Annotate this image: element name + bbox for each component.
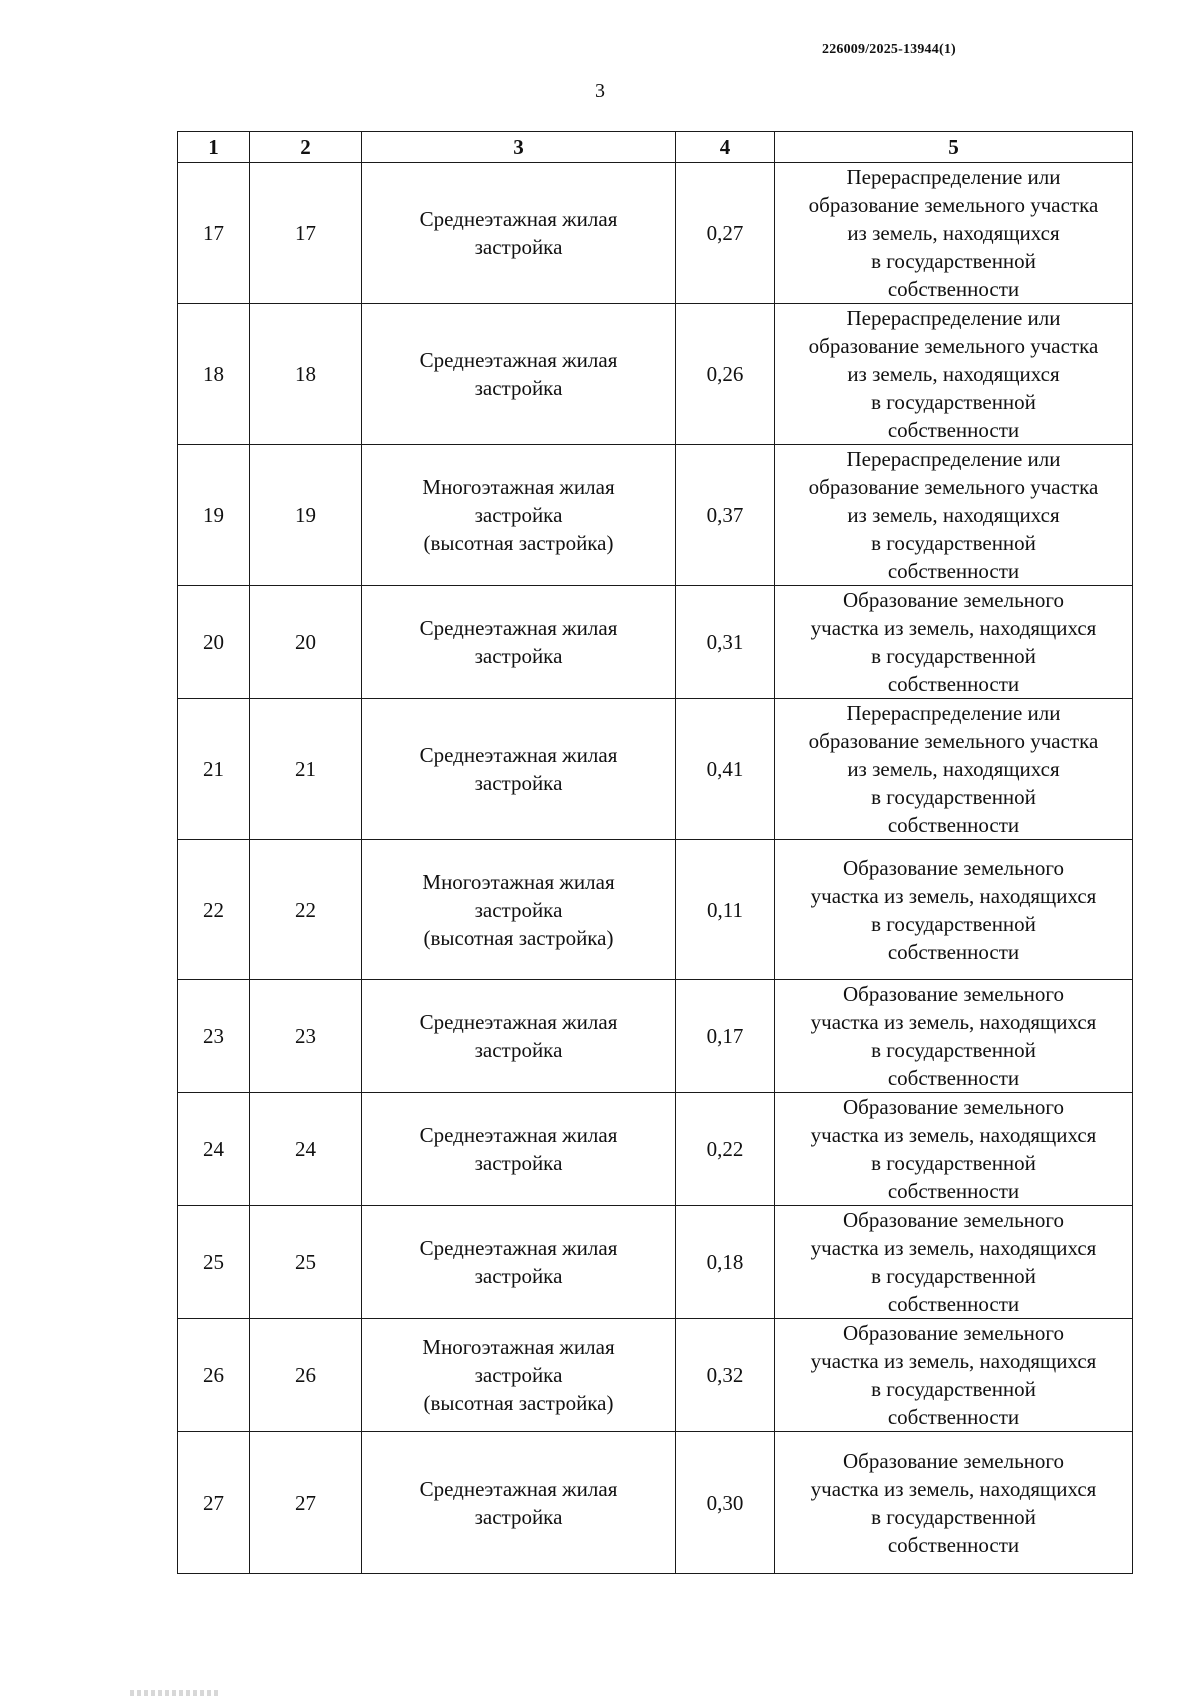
formation-method-cell: Образование земельного участка из земель, находящихся в государственной собственности (775, 586, 1133, 699)
formation-method-cell: Перераспределение или образование земельного участка из земель, находящихся в государственной собственности (775, 445, 1133, 586)
row-number-cell: 17 (178, 163, 250, 304)
row-number-cell: 22 (178, 840, 250, 980)
table-row (178, 1093, 1133, 1206)
row-number-cell: 18 (178, 304, 250, 445)
row-number-cell: 26 (178, 1319, 250, 1432)
plot-number-cell: 22 (250, 840, 362, 980)
row-number-cell: 25 (178, 1206, 250, 1319)
table-row (178, 1432, 1133, 1574)
zone-type-cell: Многоэтажная жилая застройка (высотная застройка) (362, 445, 676, 586)
table-row (178, 586, 1133, 699)
table-row (178, 1206, 1133, 1319)
scan-artifact (130, 1690, 220, 1696)
formation-method-cell: Образование земельного участка из земель, находящихся в государственной собственности (775, 1093, 1133, 1206)
zone-type-cell: Среднеэтажная жилая застройка (362, 699, 676, 840)
plot-number-cell: 19 (250, 445, 362, 586)
zone-type-cell: Среднеэтажная жилая застройка (362, 1432, 676, 1574)
area-cell: 0,26 (676, 304, 775, 445)
table-row (178, 840, 1133, 980)
row-number-cell: 23 (178, 980, 250, 1093)
plot-number-cell: 17 (250, 163, 362, 304)
page-number: 3 (595, 80, 605, 102)
zone-type-cell: Многоэтажная жилая застройка (высотная застройка) (362, 840, 676, 980)
column-header: 2 (250, 132, 362, 163)
area-cell: 0,30 (676, 1432, 775, 1574)
formation-method-cell: Образование земельного участка из земель, находящихся в государственной собственности (775, 1432, 1133, 1574)
document-number: 226009/2025-13944(1) (822, 42, 956, 57)
table-row (178, 699, 1133, 840)
table-row (178, 980, 1133, 1093)
plot-number-cell: 23 (250, 980, 362, 1093)
area-cell: 0,18 (676, 1206, 775, 1319)
area-cell: 0,22 (676, 1093, 775, 1206)
plot-number-cell: 18 (250, 304, 362, 445)
plot-number-cell: 27 (250, 1432, 362, 1574)
land-plot-table (177, 131, 1133, 1574)
formation-method-cell: Образование земельного участка из земель, находящихся в государственной собственности (775, 840, 1133, 980)
zone-type-cell: Многоэтажная жилая застройка (высотная застройка) (362, 1319, 676, 1432)
area-cell: 0,41 (676, 699, 775, 840)
table-row (178, 163, 1133, 304)
zone-type-cell: Среднеэтажная жилая застройка (362, 163, 676, 304)
plot-number-cell: 24 (250, 1093, 362, 1206)
column-header: 5 (775, 132, 1133, 163)
table-row (178, 1319, 1133, 1432)
row-number-cell: 21 (178, 699, 250, 840)
table-row (178, 304, 1133, 445)
area-cell: 0,32 (676, 1319, 775, 1432)
area-cell: 0,17 (676, 980, 775, 1093)
formation-method-cell: Перераспределение или образование земельного участка из земель, находящихся в государственной собственности (775, 163, 1133, 304)
area-cell: 0,37 (676, 445, 775, 586)
plot-number-cell: 26 (250, 1319, 362, 1432)
plot-number-cell: 25 (250, 1206, 362, 1319)
formation-method-cell: Образование земельного участка из земель, находящихся в государственной собственности (775, 980, 1133, 1093)
zone-type-cell: Среднеэтажная жилая застройка (362, 586, 676, 699)
plot-number-cell: 20 (250, 586, 362, 699)
row-number-cell: 19 (178, 445, 250, 586)
row-number-cell: 20 (178, 586, 250, 699)
area-cell: 0,31 (676, 586, 775, 699)
area-cell: 0,27 (676, 163, 775, 304)
formation-method-cell: Перераспределение или образование земельного участка из земель, находящихся в государственной собственности (775, 304, 1133, 445)
area-cell: 0,11 (676, 840, 775, 980)
column-header: 3 (362, 132, 676, 163)
zone-type-cell: Среднеэтажная жилая застройка (362, 980, 676, 1093)
plot-number-cell: 21 (250, 699, 362, 840)
formation-method-cell: Перераспределение или образование земельного участка из земель, находящихся в государственной собственности (775, 699, 1133, 840)
column-header: 1 (178, 132, 250, 163)
row-number-cell: 27 (178, 1432, 250, 1574)
table-row (178, 445, 1133, 586)
row-number-cell: 24 (178, 1093, 250, 1206)
table-header-row (178, 132, 1133, 163)
zone-type-cell: Среднеэтажная жилая застройка (362, 1206, 676, 1319)
zone-type-cell: Среднеэтажная жилая застройка (362, 1093, 676, 1206)
zone-type-cell: Среднеэтажная жилая застройка (362, 304, 676, 445)
table-body (178, 163, 1133, 1574)
column-header: 4 (676, 132, 775, 163)
formation-method-cell: Образование земельного участка из земель, находящихся в государственной собственности (775, 1319, 1133, 1432)
formation-method-cell: Образование земельного участка из земель, находящихся в государственной собственности (775, 1206, 1133, 1319)
